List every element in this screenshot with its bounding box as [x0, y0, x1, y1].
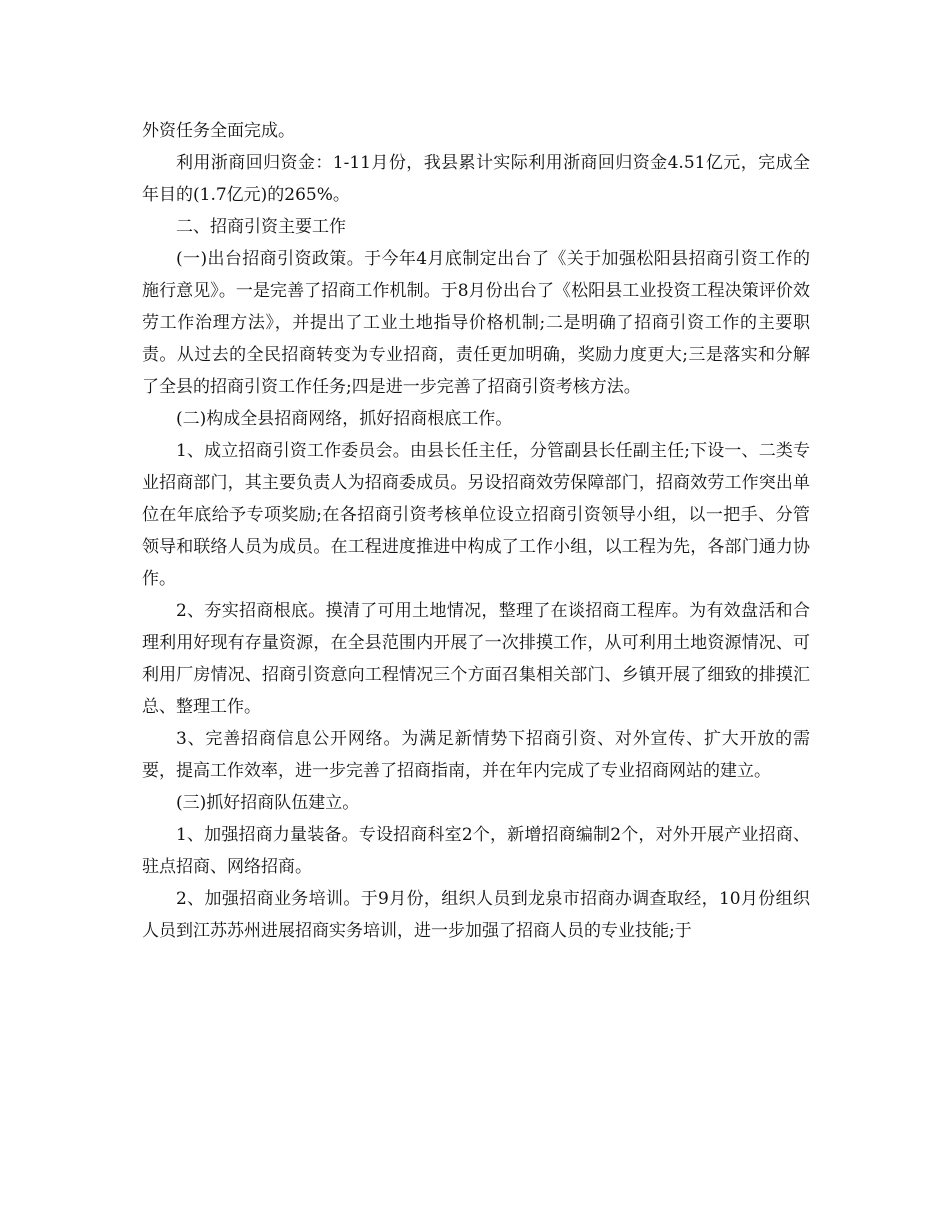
paragraph-staffing: 1、加强招商力量装备。专设招商科室2个，新增招商编制2个，对外开展产业招商、驻点招商、网络招商。	[142, 825, 810, 877]
paragraph-zheshang-funds: 利用浙商回归资金：1-11月份，我县累计实际利用浙商回归资金4.51亿元，完成全年目的(1.7亿元)的265%。	[142, 153, 810, 205]
document-page	[142, 115, 810, 947]
paragraph-committee: 1、成立招商引资工作委员会。由县长任主任，分管副县长任副主任;下设一、二类专业招商部门，其主要负责人为招商委成员。另设招商效劳保障部门，招商效劳工作突出单位在年底给予专项奖励;在各招商引资考核单位设立招商引资领导小组，以一把手、分管领导和联络人员为成员。在工程进度推进中构成了工作小组，以工程为先，各部门通力协作。	[142, 441, 810, 589]
subheading-network: (二)构成全县招商网络，抓好招商根底工作。	[176, 409, 513, 429]
paragraph-info-network: 3、完善招商信息公开网络。为满足新情势下招商引资、对外宣传、扩大开放的需要，提高工作效率，进一步完善了招商指南，并在年内完成了专业招商网站的建立。	[142, 729, 810, 781]
paragraph-training: 2、加强招商业务培训。于9月份，组织人员到龙泉市招商办调查取经，10月份组织人员到江苏苏州进展招商实务培训，进一步加强了招商人员的专业技能;于	[142, 889, 810, 941]
section-heading-main-work: 二、招商引资主要工作	[176, 217, 346, 237]
paragraph-foundation: 2、夯实招商根底。摸清了可用土地情况，整理了在谈招商工程库。为有效盘活和合理利用好现有存量资源，在全县范围内开展了一次排摸工作，从可利用土地资源情况、可利用厂房情况、招商引资意向工程情况三个方面召集相关部门、乡镇开展了细致的排摸汇总、整理工作。	[142, 601, 810, 717]
paragraph-continuation: 外资任务全面完成。	[142, 121, 295, 141]
subheading-team: (三)抓好招商队伍建立。	[176, 793, 360, 813]
paragraph-policy: (一)出台招商引资政策。于今年4月底制定出台了《关于加强松阳县招商引资工作的施行意见》。一是完善了招商工作机制。于8月份出台了《松阳县工业投资工程决策评价效劳工作治理方法》，并提出了工业土地指导价格机制;二是明确了招商引资工作的主要职责。从过去的全民招商转变为专业招商，责任更加明确，奖励力度更大;三是落实和分解了全县的招商引资工作任务;四是进一步完善了招商引资考核方法。	[142, 249, 810, 397]
